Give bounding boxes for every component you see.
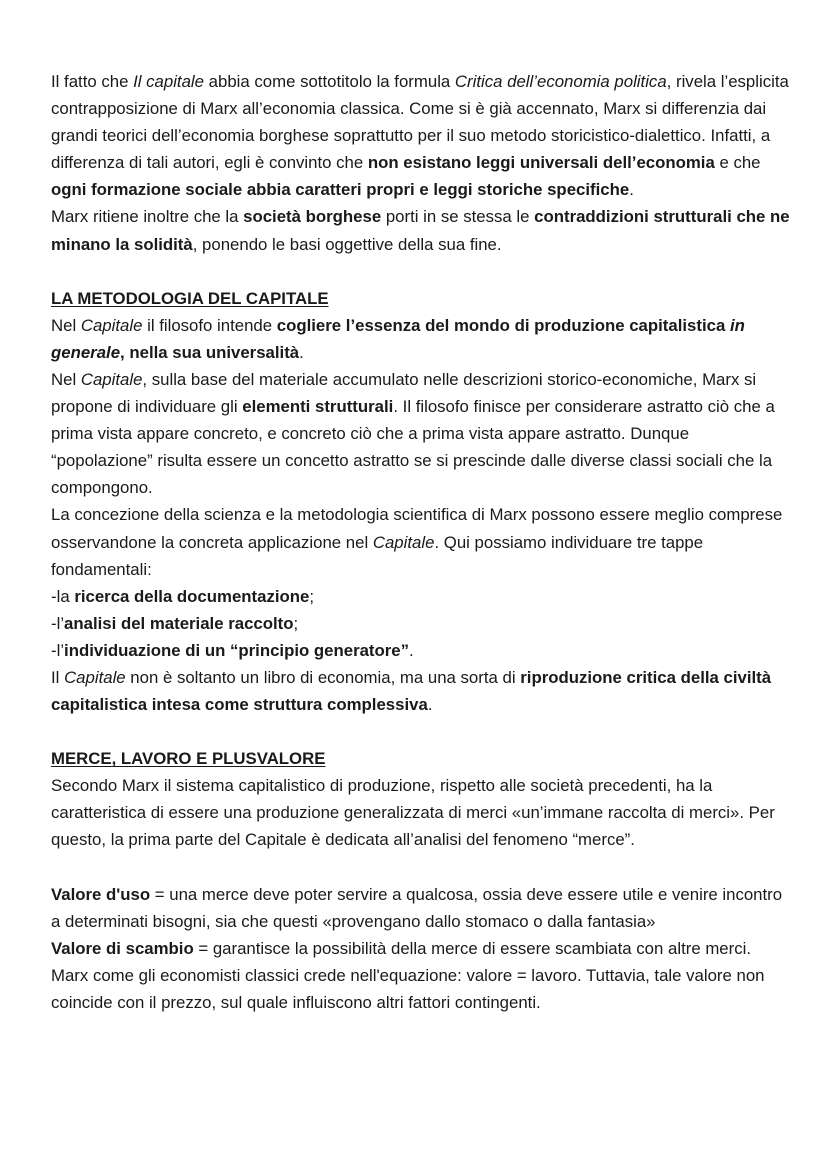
merce-paragraph-1: Secondo Marx il sistema capitalistico di produzione, rispetto alle società precedenti, ha la caratteristica di essere una produzione generalizzata di merci «un’immane raccolta di merci». Per questo, la prima parte del Capitale è dedicata all’analisi del fenomeno “merce”. (51, 776, 775, 850)
list-item (51, 583, 791, 610)
text: . (409, 640, 414, 660)
text: . Il filosofo finisce per considerare astratto ciò che a prima vista appare concreto, e concreto ciò che a prima vista appare astratto. Dunque “popolazione” risulta essere un concetto astratto se si prescinde dalle diverse classi sociali che la compongono. (51, 397, 775, 498)
bold-text: cogliere l’essenza del mondo di produzione capitalistica (276, 315, 730, 335)
text: Il fatto che (51, 72, 134, 91)
bold-text: contraddizioni strutturali che ne minano la solidità (51, 207, 790, 254)
bold-term: Valore di scambio (51, 938, 194, 958)
text: Il (51, 667, 65, 687)
document-page (51, 68, 791, 1016)
spacer (51, 718, 791, 745)
text: = una merce deve poter servire a qualcosa, ossia deve essere utile e venire incontro a determinati bisogni, sia che questi «provengano dallo stomaco o dalla fantasia» (51, 884, 783, 931)
text: Nel (51, 369, 81, 389)
text: non è soltanto un libro di economia, ma una sorta di (125, 667, 521, 687)
bold-text: non esistano leggi universali dell’economia (367, 153, 715, 173)
bold-text: elementi strutturali (242, 397, 394, 417)
text: La concezione della scienza e la metodologia scientifica di Marx possono essere meglio comprese osservandone la concreta applicazione nel (51, 505, 783, 552)
intro-paragraph (51, 68, 791, 203)
text: , sulla base del materiale accumulato nelle descrizioni storico-economiche, Marx si propone di individuare gli (51, 369, 757, 417)
italic-title: Capitale (372, 532, 435, 552)
bold-text: analisi del materiale raccolto (64, 613, 294, 633)
bold-term: Valore d'uso (51, 884, 151, 904)
bold-text: riproduzione critica della civiltà capitalistica intesa come struttura complessiva (51, 667, 772, 715)
text: ; (309, 586, 315, 606)
text: -l’ (51, 640, 65, 660)
text: Nel (51, 315, 81, 335)
society-paragraph (51, 203, 791, 257)
italic-title: Capitale (80, 315, 143, 335)
valore-uso-paragraph (51, 881, 791, 935)
spacer (51, 258, 791, 285)
valore-scambio-paragraph (51, 935, 791, 962)
italic-title: Capitale (80, 369, 143, 389)
italic-title: Capitale (64, 667, 126, 687)
text: porti in se stessa le (381, 207, 535, 227)
bold-text: ricerca della documentazione (74, 586, 310, 606)
bold-text: ogni formazione sociale abbia caratteri propri e leggi storiche specifiche (51, 180, 630, 200)
text: , ponendo le basi oggettive della sua fine. (192, 234, 502, 254)
bold-italic-text: in generale (51, 315, 745, 362)
text: . Qui possiamo individuare tre tappe fondamentali: (51, 532, 704, 579)
text: -l’ (51, 613, 65, 633)
methodology-paragraph-3 (51, 501, 791, 582)
text: . (629, 180, 634, 200)
bold-text: società borghese (243, 207, 382, 227)
methodology-paragraph-4 (51, 664, 791, 718)
list-item (51, 610, 791, 637)
text: il filosofo intende (142, 315, 277, 335)
spacer (51, 854, 791, 881)
bold-text: individuazione di un “principio generatore” (64, 640, 410, 660)
section-heading-merce: MERCE, LAVORO E PLUSVALORE (51, 749, 326, 769)
text: , rivela l’esplicita contrapposizione di Marx all’economia classica. Come si è già accennato, Marx si differenzia dai grandi teorici dell’economia borghese soprattutto per il suo metodo storicistico-dialettico. Infatti, a differenza di tali autori, egli è convinto che (51, 72, 789, 173)
text: . (427, 695, 433, 715)
bold-text: , nella sua universalità (120, 342, 300, 362)
text: = garantisce la possibilità della merce di essere scambiata con altre merci. (193, 938, 751, 958)
methodology-paragraph-1 (51, 312, 791, 366)
list-item (51, 637, 791, 664)
text: Marx ritiene inoltre che la (51, 207, 244, 227)
italic-title: Il capitale (133, 72, 204, 91)
text: ; (293, 613, 299, 633)
section-heading-methodology: LA METODOLOGIA DEL CAPITALE (51, 288, 329, 308)
text: e che (714, 153, 761, 173)
text: . (299, 342, 304, 362)
valore-lavoro-paragraph: Marx come gli economisti classici crede nell'equazione: valore = lavoro. Tuttavia, tale valore non coincide con il prezzo, sul quale influiscono altri fattori contingenti. (51, 965, 765, 1012)
italic-title: Critica dell’economia politica (454, 72, 667, 91)
methodology-paragraph-2 (51, 366, 791, 501)
text: abbia come sottotitolo la formula (204, 72, 455, 91)
text: -la (51, 586, 75, 606)
